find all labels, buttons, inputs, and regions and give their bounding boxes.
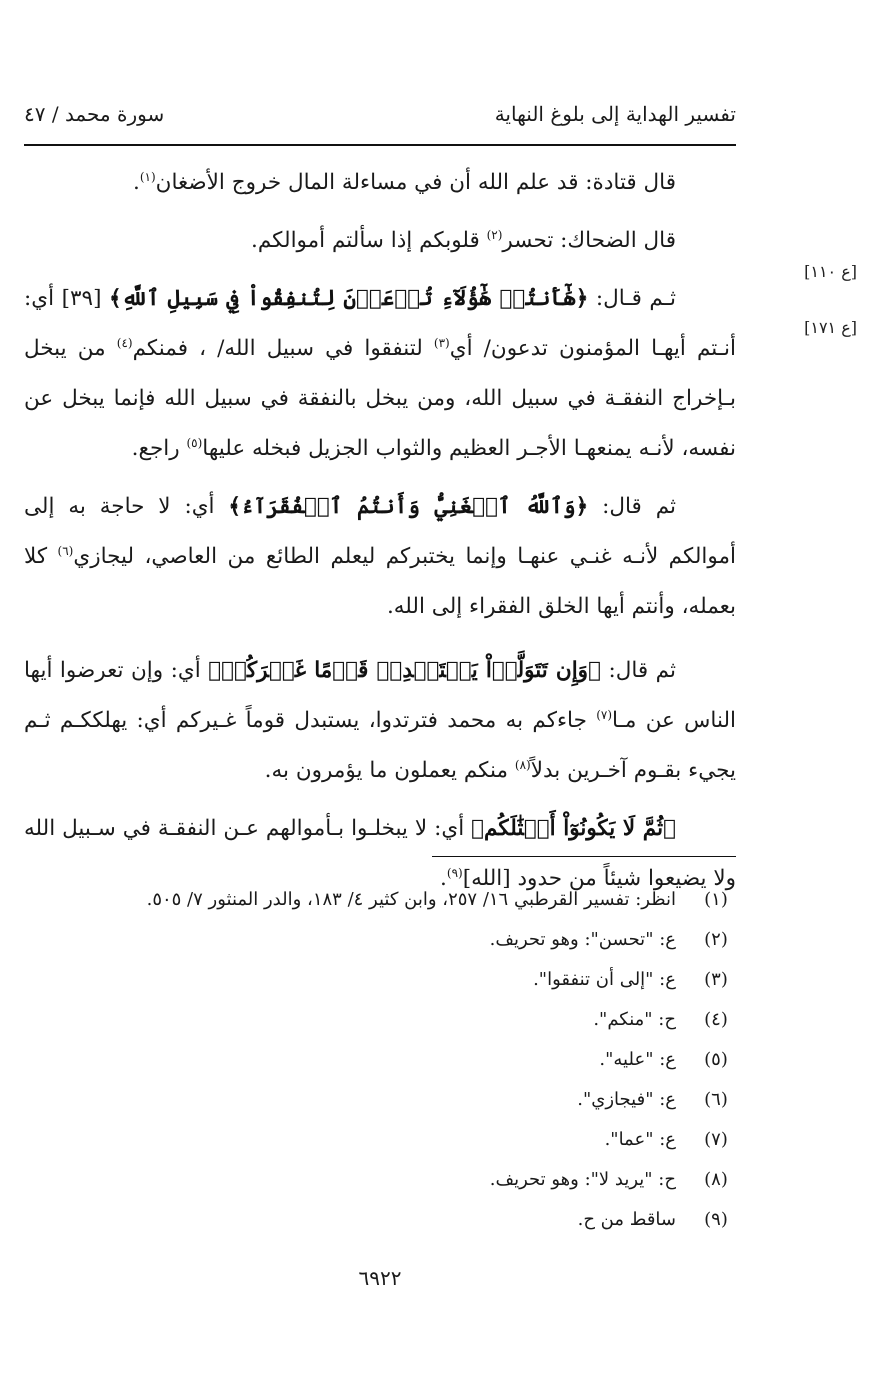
footnote-ref: (٥) — [186, 435, 203, 450]
main-text — [24, 158, 736, 904]
footnote-text: ساقط من ح. — [577, 1209, 676, 1230]
running-header — [24, 96, 736, 136]
footnote-text: ع: "عما". — [604, 1129, 676, 1150]
footnote-item — [24, 960, 736, 1000]
footnote-text: انظر: تفسير القرطبي ١٦/ ٢٥٧، وابن كثير ٤/ ١٨٣، والدر المنثور ٧/ ٥٠٥. — [146, 889, 676, 910]
footnote-text: ع: "فيجازي". — [577, 1089, 676, 1110]
text-segment: قلوبكم إذا سألتم أموالكم. — [251, 228, 487, 253]
paragraph — [24, 482, 736, 632]
footnote-item — [24, 1040, 736, 1080]
header-divider — [24, 144, 736, 146]
footnote-number: (٧) — [704, 1129, 728, 1150]
footnote-text: ع: "تحسن": وهو تحريف. — [489, 929, 676, 950]
quran-verse: ﴿وَإِن تَتَوَلَّوۡاْ يَسۡتَبۡدِلۡ قَوۡمًا غَيۡرَكُمۡ﴾ — [208, 658, 601, 683]
footnote-number: (٨) — [704, 1169, 728, 1190]
text-segment: من يبخل بـإخراج النفقـة في سبيل الله، ومن يبخل بالنفقة في سبيل الله فإنما يبخل عن نفسه، لأنـه يمنعهـا الأجـر العظيم والثواب الجزيل فبخله عليها — [24, 336, 736, 461]
text-segment: ثـم قـال: — [588, 286, 676, 311]
footnote-text: ح: "منكم". — [593, 1009, 676, 1030]
text-segment: أي: لا يبخلـوا بـأموالهم عـن النفقـة في سـبيل الله ولا يضيعوا شيئاً من حدود [الله] — [24, 816, 736, 891]
margin-note: [ع ١١٠] — [804, 262, 857, 281]
footnote-number: (١) — [704, 889, 728, 910]
footnote-ref: (٤) — [116, 335, 133, 350]
footnote-item — [24, 880, 736, 920]
text-segment: أي: وإن تعرضوا أيها الناس عن مـا — [24, 658, 736, 733]
footnote-item — [24, 1160, 736, 1200]
text-segment: قال قتادة: قد علم الله أن في مساءلة المال خروج الأضغان — [155, 170, 676, 195]
text-segment: لتنفقوا في سبيل الله/ ، فمنكم — [132, 336, 434, 361]
quran-verse: ﴿هَٰٓأَنتُمۡ هَٰٓؤُلَآءِ تُدۡعَوۡنَ لِتُنفِقُواْ فِي سَبِيلِ ٱللَّهِ﴾ — [109, 286, 589, 311]
footnote-ref: (٩) — [446, 865, 463, 880]
text-segment: . — [133, 170, 140, 195]
footnote-ref: (٦) — [57, 543, 74, 558]
text-segment: . — [440, 866, 447, 891]
footnote-divider — [432, 856, 736, 857]
footnote-item — [24, 1120, 736, 1160]
footnotes — [24, 880, 736, 1240]
footnote-number: (٤) — [704, 1009, 728, 1030]
footnote-item — [24, 920, 736, 960]
surah-label: سورة محمد / ٤٧ — [24, 102, 165, 126]
text-segment: جاءكم به محمد فترتدوا، يستبدل قوماً غـيركم أي: يهلككـم ثـم يجيء بقـوم آخـرين بدلاً — [24, 708, 736, 783]
text-segment: كلا بعمله، وأنتم أيها الخلق الفقراء إلى الله. — [24, 544, 736, 619]
paragraph — [24, 158, 736, 208]
footnote-number: (٢) — [704, 929, 728, 950]
quran-verse: ﴿ثُمَّ لَا يَكُونُوٓاْ أَمۡثَٰلَكُم﴾ — [471, 816, 676, 841]
margin-note: [ع ١٧١] — [804, 318, 857, 337]
footnote-text: ع: "عليه". — [599, 1049, 676, 1070]
footnote-item — [24, 1200, 736, 1240]
text-segment: قال الضحاك: تحسر — [502, 228, 676, 253]
footnote-text: ع: "إلى أن تنفقوا". — [533, 969, 676, 990]
footnote-ref: (٨) — [514, 757, 531, 772]
footnote-text: ح: "يريد لا": وهو تحريف. — [489, 1169, 676, 1190]
footnote-item — [24, 1080, 736, 1120]
paragraph — [24, 274, 736, 474]
footnote-ref: (١) — [139, 169, 156, 184]
footnote-number: (٦) — [704, 1089, 728, 1110]
paragraph — [24, 646, 736, 796]
footnote-ref: (٧) — [596, 707, 613, 722]
footnote-ref: (٢) — [486, 227, 503, 242]
text-segment: [٣٩] أي: أنـتم أيهـا المؤمنون تدعون/ أي — [24, 286, 736, 361]
page-number: ٦٩٢٢ — [358, 1266, 402, 1290]
quran-verse: ﴿وَٱللَّهُ ٱلۡغَنِيُّ وَأَنتُمُ ٱلۡفُقَرَآءُ﴾ — [228, 494, 589, 519]
footnote-number: (٩) — [704, 1209, 728, 1230]
text-segment: ثم قال: — [600, 658, 676, 683]
paragraph — [24, 216, 736, 266]
footnote-number: (٥) — [704, 1049, 728, 1070]
text-segment: منكم يعملون ما يؤمرون به. — [264, 758, 515, 783]
book-title: تفسير الهداية إلى بلوغ النهاية — [494, 102, 736, 126]
footnote-number: (٣) — [704, 969, 728, 990]
text-segment: راجع. — [131, 436, 187, 461]
footnote-ref: (٣) — [433, 335, 450, 350]
text-segment: ثم قال: — [588, 494, 676, 519]
footnote-item — [24, 1000, 736, 1040]
text-segment: أي: لا حاجة به إلى أموالكم لأنـه غنـي عنهـا وإنما يختبركم ليعلم الطائع من العاصي، ليجازي — [24, 494, 736, 569]
